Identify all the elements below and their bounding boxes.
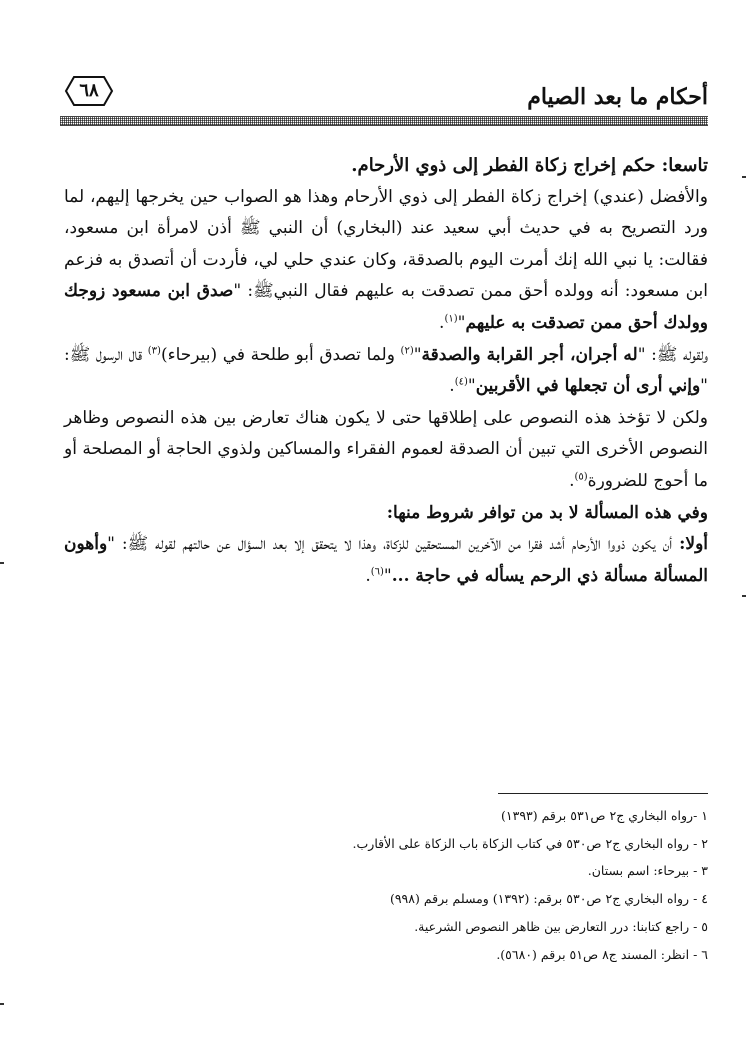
footnote-ref: (٤) (454, 376, 468, 388)
paragraph-1-text: والأفضل (عندي) إخراج زكاة الفطر إلى ذوي الأرحام وهذا هو الصواب حين يخرجها إليهم، لما ورد التصريح به في حديث أبي سعيد عند (البخاري) أن النبي ﷺ أذن لامرأة ابن مسعود، فقالت: يا نبي الله إنك أمرت اليوم بالصدقة، وكان عندي حلي لي، فأردت أن أتصدق به فزعم ابن مسعود: أنه وولده أحق ممن تصدقت به عليهم فقال النبيﷺ: " (64, 186, 709, 302)
main-text (64, 150, 708, 592)
sentence-end: . (365, 565, 371, 586)
footnote-ref: (٣) (147, 344, 161, 356)
page-number-badge (60, 74, 118, 108)
page-number: ٦٨ (79, 80, 99, 101)
hadith-quote: وأهون المسألة مسألة ذي الرحم يسأله في حاجة ... (64, 534, 708, 586)
hadith-quote: وإني أرى أن تجعلها في الأقربين (475, 376, 701, 397)
quote-close: " (383, 565, 392, 586)
sentence-end: . (569, 470, 575, 491)
hadith-quote: صدق ابن مسعود زوجك وولدك أحق ممن تصدقت به عليهم (64, 281, 708, 333)
paragraph-5-text: أن يكون ذووا الأرحام أشد فقرا من الآخرين المستحقين للزكاة، وهذا لا يتحقق إلا بعد السؤال عن حالتهم لقوله ﷺ: " (107, 534, 680, 555)
paragraph-2-text: ولما تصدق أبو طلحة في (بيرحاء) (160, 344, 401, 365)
paragraph-4: وفي هذه المسألة لا بد من توافر شروط منها: (386, 502, 708, 523)
footnote-4: ٤ - رواه البخاري ج٢ ص٥٣٠ برقم: (١٣٩٢) ومسلم برقم (٩٩٨) (389, 891, 708, 907)
section-heading: تاسعا: حكم إخراج زكاة الفطر إلى ذوي الأرحام. (351, 155, 708, 176)
footnote-2: ٢ - رواه البخاري ج٢ ص٥٣٠ في كتاب الزكاة باب الزكاة على الأقارب. (352, 835, 708, 851)
paragraph-1 (64, 182, 708, 340)
quote-close: " (413, 344, 422, 365)
sentence-end: . (439, 312, 445, 333)
footnote-5: ٥ - راجع كتابنا: درر التعارض بين ظاهر النصوص الشرعية. (414, 918, 708, 934)
paragraph-5 (64, 529, 708, 592)
sentence-end: . (449, 376, 455, 397)
footnote-1: ١ -رواه البخاري ج٢ ص٥٣١ برقم (١٣٩٣) (501, 808, 708, 823)
scan-mark (742, 176, 746, 178)
quote-close: " (467, 376, 476, 397)
footnote-ref: (٥) (574, 471, 588, 483)
scan-mark (742, 595, 746, 597)
running-title: أحكام ما بعد الصيام (527, 84, 708, 110)
paragraph-2-text: قال الرسول ﷺ: " (64, 344, 708, 397)
footnote-ref: (٦) (370, 566, 384, 578)
quote-close: " (457, 312, 466, 333)
footnote-separator (498, 793, 708, 794)
footnote-ref: (٢) (400, 344, 414, 356)
paragraph-2 (64, 340, 708, 403)
list-lead: أولا: (679, 534, 708, 555)
hadith-quote: له أجران، أجر القرابة والصدقة (421, 344, 638, 365)
footnote-6: ٦ - انظر: المسند ج٨ ص٥١ برقم (٥٦٨٠). (496, 946, 708, 962)
footnote-ref: (١) (444, 313, 458, 325)
scan-mark (0, 562, 4, 564)
paragraph-3 (64, 403, 708, 498)
header-rule (60, 116, 708, 126)
scan-mark (0, 1003, 4, 1005)
footnote-3: ٣ - بيرحاء: اسم بستان. (587, 863, 708, 879)
page-header (60, 68, 708, 124)
paragraph-2-text: ولقوله ﷺ: " (637, 344, 709, 365)
footnotes (60, 802, 708, 968)
paragraph-3-text: ولكن لا تؤخذ هذه النصوص على إطلاقها حتى لا يكون هناك تعارض بين هذه النصوص وظاهر النصوص الأخرى التي تبين أن الصدقة لعموم الفقراء والمساكين ولذوي الحاجة أو المصلحة أو ما أحوج للضرورة (64, 407, 708, 491)
